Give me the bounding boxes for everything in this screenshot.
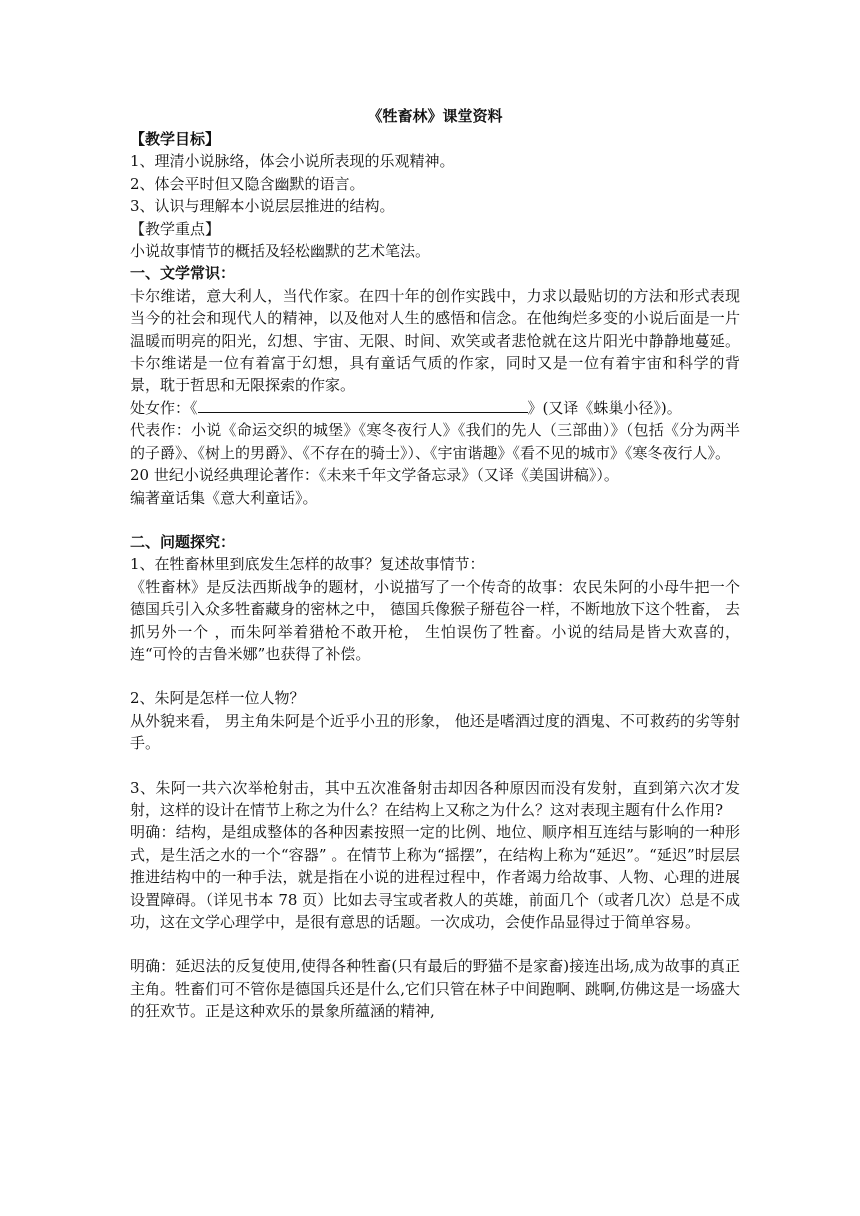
first-work-line	[130, 397, 740, 419]
focus-text: 小说故事情节的概括及轻松幽默的艺术笔法。	[130, 242, 431, 261]
answer-4: 明确：延迟法的反复使用,使得各种牲畜(只有最后的野猫不是家畜)接连出场,成为故事的真正主角。牲畜们可不管你是德国兵还是什么,它们只管在林子中间跑啊、跳啊,仿佛这是一场盛大的狂欢节。正是这种欢乐的景象所蕴涵的精神,	[130, 957, 740, 1021]
goal-item: 2、体会平时但又隐含幽默的语言。	[130, 174, 365, 193]
first-work-prefix: 处女作：《	[130, 398, 198, 417]
author-intro: 卡尔维诺，意大利人，当代作家。在四十年的创作实践中，力求以最贴切的方法和形式表现当今的社会和现代人的精神，以及他对人生的感悟和信念。在他绚烂多变的小说后面是一片温暖而明亮的阳光，幻想、宇宙、无限、时间、欢笑或者悲怆就在这片阳光中静静地蔓延。卡尔维诺是一位有着富于幻想，具有童话气质的作家，同时又是一位有着宇宙和科学的背景，耽于哲思和无限探索的作家。	[130, 286, 740, 395]
answer-2: 从外貌来看， 男主角朱阿是个近乎小丑的形象， 他还是嗜酒过度的酒鬼、不可救药的劣等射手。	[130, 711, 740, 753]
representative-works: 代表作：小说《命运交织的城堡》《寒冬夜行人》《我们的先人（三部曲）》（包括《分为两半的子爵》、《树上的男爵》、《不存在的骑士》）、《宇宙谐趣》《看不见的城市》《寒冬夜行人》。	[130, 421, 740, 462]
goals-heading: 【教学目标】	[130, 130, 221, 148]
question-3: 3、朱阿一共六次举枪射击，其中五次准备射击却因各种原因而没有发射，直到第六次才发射，这样的设计在情节上称之为什么？在结构上又称之为什么？这对表现主题有什么作用?	[130, 778, 740, 819]
fill-in-blank	[198, 398, 528, 413]
document-title: 《牲畜林》课堂资料	[367, 107, 503, 125]
document-page	[130, 100, 740, 1023]
theory-works: 20 世纪小说经典理论著作：《未来千年文学备忘录》（又译《美国讲稿》）。	[130, 466, 619, 485]
question-1: 1、在牲畜林里到底发生怎样的故事？复述故事情节：	[130, 555, 485, 574]
goal-item: 3、认识与理解本小说层层推进的结构。	[130, 197, 395, 216]
answer-1: 《牲畜林》是反法西斯战争的题材，小说描写了一个传奇的故事：农民朱阿的小母牛把一个德国兵引入众多牲畜藏身的密林之中， 德国兵像猴子掰苞谷一样，不断地放下这个牲畜， 去抓另外一个 ，而朱阿举着猎枪不敢开枪， 生怕误伤了牲畜。小说的结局是皆大欢喜的， 连“可怜的吉鲁米娜”也获得了补偿。	[130, 577, 740, 663]
section2-heading: 二、问题探究：	[130, 532, 236, 551]
goal-item: 1、理清小说脉络，体会小说所表现的乐观精神。	[130, 152, 455, 171]
first-work-suffix: 》(又译《蛛巢小径》)。	[527, 398, 682, 417]
question-2: 2、朱阿是怎样一位人物？	[130, 689, 305, 708]
focus-heading: 【教学重点】	[130, 219, 221, 238]
section1-heading: 一、文学常识：	[130, 264, 236, 283]
answer-3: 明确：结构，是组成整体的各种因素按照一定的比例、地位、顺序相互连结与影响的一种形式，是生活之水的一个“容器” 。在情节上称为“摇摆”，在结构上称为“延迟”。“延迟”时层层推进结构中的一种手法，就是指在小说的进程过程中，作者竭力给故事、人物、心理的进展设置障碍。（详见书本 78 页）比如去寻宝或者救人的英雄，前面几个（或者几次）总是不成功，这在文学心理学中，是很有意思的话题。一次成功，会使作品显得过于简单容易。	[130, 823, 740, 931]
fairy-tale-collection: 编著童话集《意大利童话》。	[130, 488, 318, 507]
